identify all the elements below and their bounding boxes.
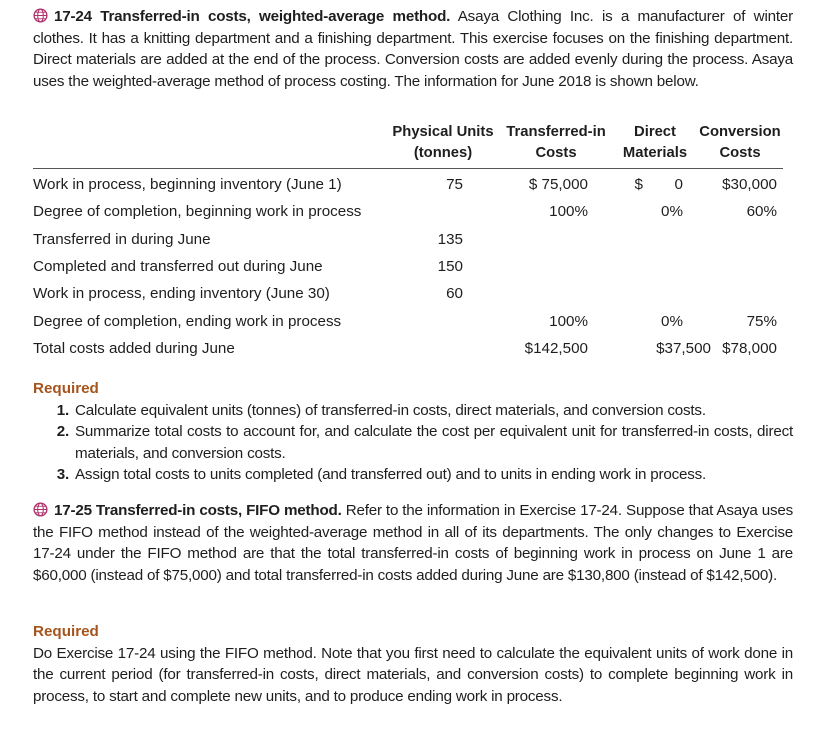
exercise-17-24-title: 17-24 Transferred-in costs, weighted-average method. xyxy=(54,8,451,25)
exercise-17-25-title: 17-25 Transferred-in costs, FIFO method. xyxy=(54,502,342,519)
required-heading: Required xyxy=(33,380,99,397)
header-transferred-in: Transferred-in Costs xyxy=(506,124,606,161)
list-item: 3. Assign total costs to units completed (and transferred out) and to units in ending work in process. xyxy=(73,464,793,486)
table-row: Degree of completion, beginning work in process 100% 0% 60% xyxy=(33,203,777,220)
required-list xyxy=(33,400,793,486)
required-body: Do Exercise 17-24 using the FIFO method. Note that you first need to calculate the equivalent units of work done in the current period (for transferred-in costs, direct materials, and conversion costs) to complete beginning work in process, to start and complete new units, and to produce ending work in process. xyxy=(33,644,793,705)
table-row: Total costs added during June $142,500 $37,500 $78,000 xyxy=(33,340,777,357)
table-row: Transferred in during June 135 xyxy=(33,231,463,248)
header-divider xyxy=(33,168,783,169)
list-item: 1. Calculate equivalent units (tonnes) of transferred-in costs, direct materials, and conversion costs. xyxy=(73,400,793,422)
required-heading: Required xyxy=(33,623,99,640)
table-row: Work in process, beginning inventory (June 1) 75 $ 75,000 $ 0 $30,000 xyxy=(33,176,777,193)
table-row: Completed and transferred out during June 150 xyxy=(33,258,463,275)
header-direct-materials: Direct Materials xyxy=(622,124,688,161)
required-17-24 xyxy=(33,378,793,486)
list-item: 2. Summarize total costs to account for, and calculate the cost per equivalent unit for transferred-in costs, direct materials, and conversion costs. xyxy=(73,421,793,464)
globe-icon xyxy=(33,8,48,23)
exercise-17-24-body: Asaya Clothing Inc. is a manufacturer of winter clothes. It has a knitting department and a finishing department. This exercise focuses on the finishing department. Direct materials are added at the end of the process. Conversion costs are added evenly during the process. Asaya uses the weighted-average method of process costing. The information for June 2018 is shown below. xyxy=(33,8,793,90)
header-physical-units: Physical Units (tonnes) xyxy=(392,124,494,161)
header-conversion-costs: Conversion Costs xyxy=(699,124,781,161)
required-17-25 xyxy=(33,621,793,707)
exercise-17-24-intro xyxy=(33,6,793,92)
exercise-17-25-intro xyxy=(33,500,793,586)
exercise-17-24 xyxy=(33,6,793,92)
exercise-17-25-body: Refer to the information in Exercise 17-24. Suppose that Asaya uses the FIFO method instead of the weighted-average method in all of its departments. The only changes to Exercise 17-24 under the FIFO method are that the total transferred-in costs of beginning work in process on June 1 are $60,000 (instead of $75,000) and total transferred-in costs added during June are $130,800 (instead of $142,500). xyxy=(33,502,793,584)
globe-icon xyxy=(33,502,48,517)
table-row: Work in process, ending inventory (June 30) 60 xyxy=(33,285,463,302)
table-row: Degree of completion, ending work in process 100% 0% 75% xyxy=(33,313,777,330)
exercise-17-25 xyxy=(33,500,793,586)
